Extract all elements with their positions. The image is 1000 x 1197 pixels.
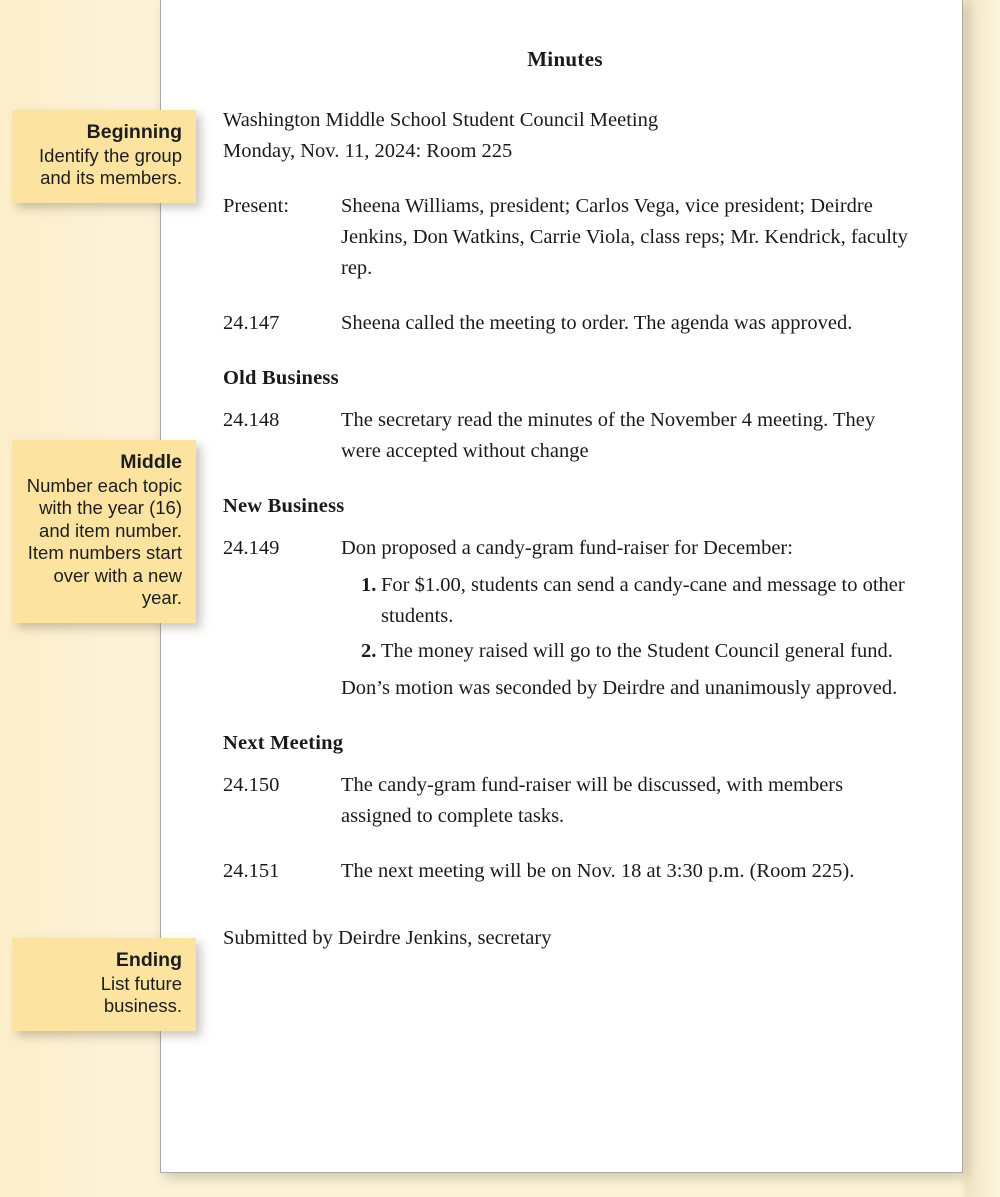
meeting-heading-line-2: Monday, Nov. 11, 2024: Room 225 bbox=[223, 140, 513, 162]
list-item bbox=[341, 570, 913, 632]
callout-title: Middle bbox=[120, 451, 182, 473]
callout-beginning bbox=[12, 110, 196, 203]
callout-middle bbox=[12, 440, 196, 623]
document-body bbox=[223, 44, 913, 954]
callout-text: Identify the group and its members. bbox=[39, 144, 182, 188]
minute-number: 24.147 bbox=[223, 312, 280, 334]
list-item-text: For $1.00, students can send a candy-cane and message to other students. bbox=[381, 574, 905, 627]
minute-number: 24.151 bbox=[223, 860, 280, 882]
document-closing-signature: Submitted by Deirdre Jenkins, secretary bbox=[223, 927, 552, 949]
callout-text: List future business. bbox=[100, 972, 182, 1016]
list-item bbox=[341, 636, 913, 667]
meeting-heading-block bbox=[223, 105, 913, 167]
minute-number: 24.149 bbox=[223, 537, 280, 559]
minute-followup-text: Don’s motion was seconded by Deirdre and unanimously approved. bbox=[341, 677, 898, 699]
minute-entry-24147 bbox=[223, 308, 913, 339]
minute-entry-24148 bbox=[223, 405, 913, 467]
minute-number: 24.148 bbox=[223, 409, 280, 431]
section-heading-new-business: New Business bbox=[223, 495, 345, 517]
minute-number: 24.150 bbox=[223, 774, 280, 796]
document-page bbox=[160, 0, 963, 1173]
document-title: Minutes bbox=[527, 47, 603, 71]
section-heading-old-business: Old Business bbox=[223, 367, 339, 389]
present-text: Sheena Williams, president; Carlos Vega, vice president; Deirdre Jenkins, Don Watkins, Carrie Viola, class reps; Mr. Kendrick, faculty rep. bbox=[341, 195, 908, 279]
proposal-sublist bbox=[341, 570, 913, 667]
minute-text: Don proposed a candy-gram fund-raiser for December: bbox=[341, 537, 793, 559]
minute-text: The secretary read the minutes of the November 4 meeting. They were accepted without change bbox=[341, 409, 876, 462]
minute-text-block bbox=[341, 533, 913, 704]
section-heading-next-meeting: Next Meeting bbox=[223, 732, 344, 754]
callout-text: Number each topic with the year (16) and item number. Item numbers start over with a new year. bbox=[26, 474, 182, 608]
present-label: Present: bbox=[223, 195, 290, 217]
minute-entry-24151 bbox=[223, 856, 913, 887]
list-item-marker: 1. bbox=[361, 574, 377, 596]
list-item-text: The money raised will go to the Student Council general fund. bbox=[381, 640, 893, 662]
list-item-marker: 2. bbox=[361, 640, 377, 662]
callout-title: Ending bbox=[115, 949, 182, 971]
minute-text: The next meeting will be on Nov. 18 at 3:30 p.m. (Room 225). bbox=[341, 860, 855, 882]
callout-ending bbox=[12, 938, 196, 1031]
callout-title: Beginning bbox=[86, 121, 182, 143]
minute-entry-24150 bbox=[223, 770, 913, 832]
minute-text: The candy-gram fund-raiser will be discussed, with members assigned to complete tasks. bbox=[341, 774, 844, 827]
minute-entry-24149 bbox=[223, 533, 913, 704]
meeting-heading-line-1: Washington Middle School Student Council Meeting bbox=[223, 109, 659, 131]
minute-text: Sheena called the meeting to order. The agenda was approved. bbox=[341, 312, 853, 334]
present-row bbox=[223, 191, 913, 284]
